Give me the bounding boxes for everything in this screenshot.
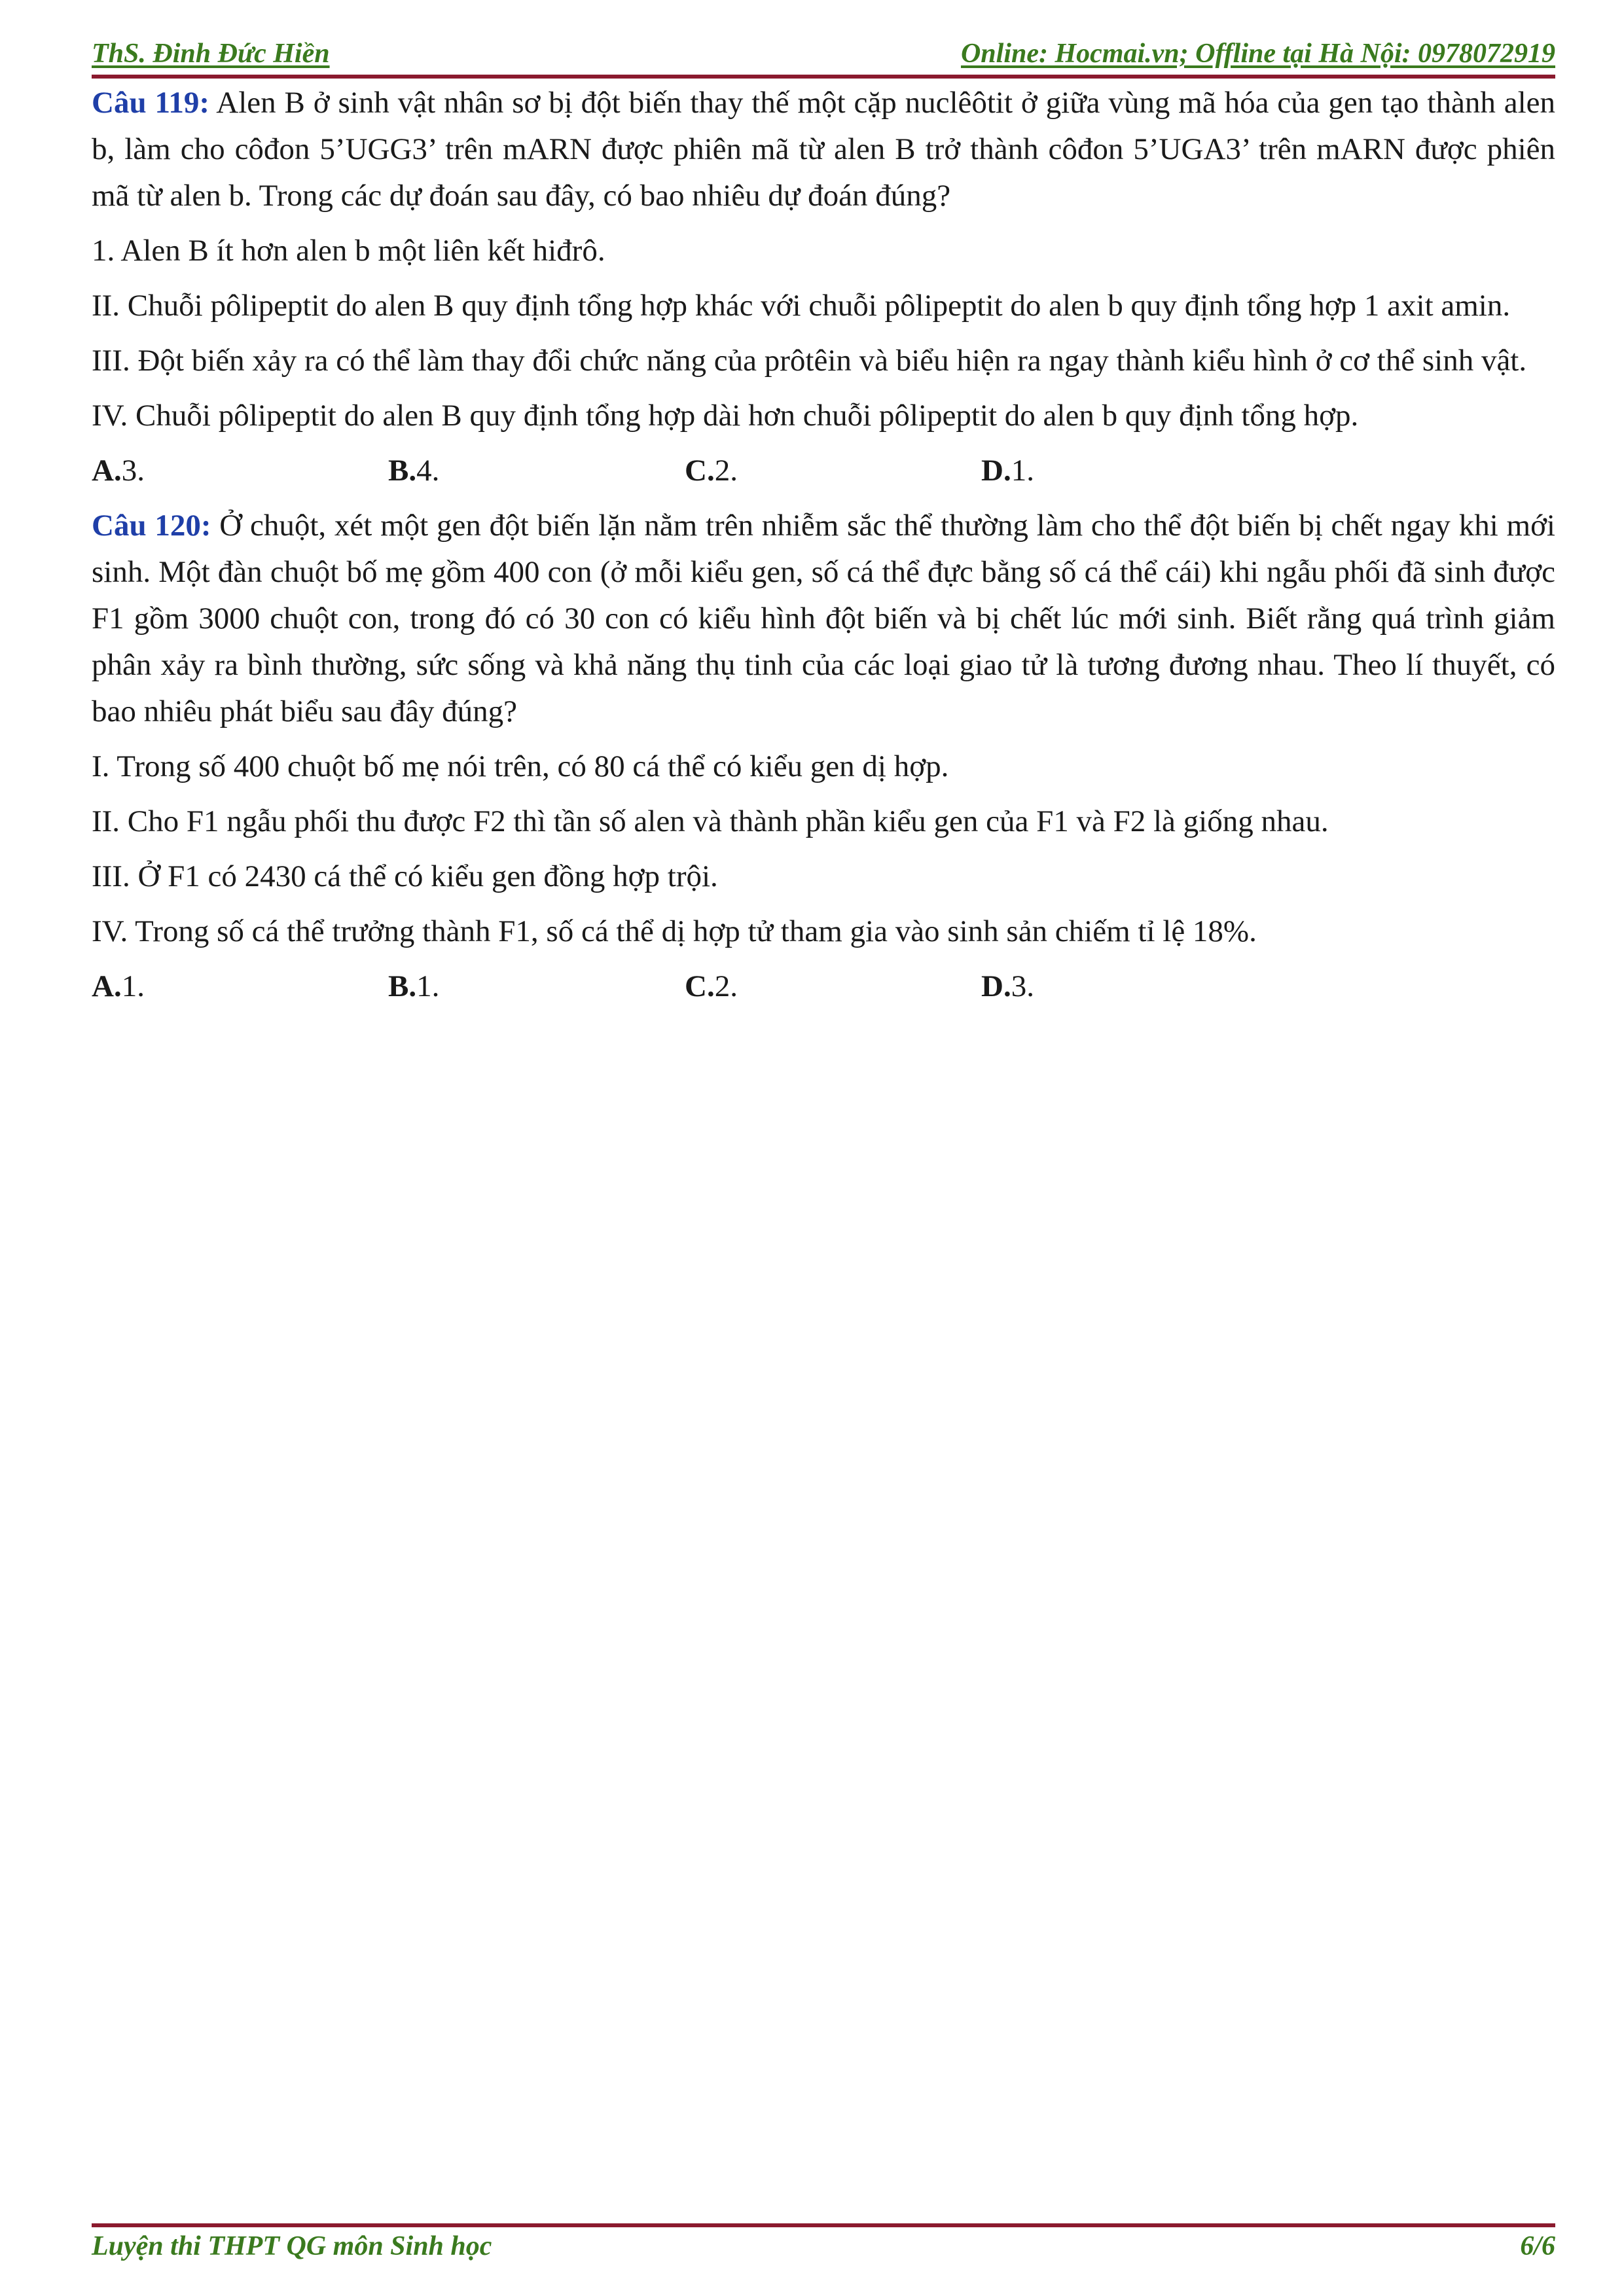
footer-divider (92, 2223, 1555, 2227)
statement-3: III. Ở F1 có 2430 cá thể có kiểu gen đồng hợp trội. (92, 859, 718, 893)
answer-c: C.2. (685, 969, 738, 1003)
header-contact: Online: Hocmai.vn; Offline tại Hà Nội: 0978072919 (960, 39, 1555, 69)
footer-course-title: Luyện thi THPT QG môn Sinh học (92, 2231, 492, 2261)
page-header (92, 38, 1555, 75)
answer-a: A.1. (92, 969, 145, 1003)
question-stem (92, 80, 1555, 219)
statement-1: I. Trong số 400 chuột bố mẹ nói trên, có 80 cá thể có kiểu gen dị hợp. (92, 749, 949, 783)
question-number: Câu 119: (92, 86, 210, 120)
answer-b: B.1. (388, 969, 440, 1003)
question-text: Ở chuột, xét một gen đột biến lặn nằm trên nhiễm sắc thể thường làm cho thể đột biến bị chết ngay khi mới sinh. Một đàn chuột bố mẹ gồm 400 con (ở mỗi kiểu gen, số cá thể đực bằng số cá thể cái) khi ngẫu phối đã sinh được F1 gồm 3000 chuột con, trong đó có 30 con có kiểu hình đột biến và bị chết lúc mới sinh. Biết rằng quá trình giảm phân xảy ra bình thường, sức sống và khả năng thụ tinh của các loại giao tử là tương đương nhau. Theo lí thuyết, có bao nhiêu phát biểu sau đây đúng? (92, 509, 1555, 728)
statement-1: 1. Alen B ít hơn alen b một liên kết hiđrô. (92, 234, 605, 268)
document-body (92, 80, 1555, 1018)
header-author: ThS. Đinh Đức Hiền (92, 39, 330, 69)
page-number: 6/6 (1520, 2231, 1555, 2261)
question-120 (92, 503, 1555, 1010)
statement-2: II. Cho F1 ngẫu phối thu được F2 thì tần số alen và thành phần kiểu gen của F1 và F2 là giống nhau. (92, 804, 1329, 838)
question-119 (92, 80, 1555, 494)
statement-4: IV. Trong số cá thể trưởng thành F1, số cá thể dị hợp tử tham gia vào sinh sản chiếm tỉ lệ 18%. (92, 914, 1257, 948)
question-text: Alen B ở sinh vật nhân sơ bị đột biến thay thế một cặp nuclêôtit ở giữa vùng mã hóa của gen tạo thành alen b, làm cho côđon 5’UGG3’ trên mARN được phiên mã từ alen B trở thành côđon 5’UGA3’ trên mARN được phiên mã từ alen b. Trong các dự đoán sau đây, có bao nhiêu dự đoán đúng? (92, 86, 1555, 213)
answer-d: D.3. (981, 969, 1034, 1003)
answer-options (92, 963, 1555, 1010)
answer-d: D.1. (981, 454, 1034, 488)
statement-4: IV. Chuỗi pôlipeptit do alen B quy định tổng hợp dài hơn chuỗi pôlipeptit do alen b quy định tổng hợp. (92, 399, 1359, 433)
statement-3: III. Đột biến xảy ra có thể làm thay đổi chức năng của prôtêin và biểu hiện ra ngay thành kiểu hình ở cơ thể sinh vật. (92, 344, 1527, 378)
question-stem (92, 503, 1555, 735)
question-number: Câu 120: (92, 509, 211, 543)
answer-c: C.2. (685, 454, 738, 488)
answer-options (92, 448, 1555, 494)
answer-a: A.3. (92, 454, 145, 488)
answer-b: B.4. (388, 454, 440, 488)
header-divider (92, 75, 1555, 79)
statement-2: II. Chuỗi pôlipeptit do alen B quy định tổng hợp khác với chuỗi pôlipeptit do alen b quy định tổng hợp 1 axit amin. (92, 289, 1511, 323)
